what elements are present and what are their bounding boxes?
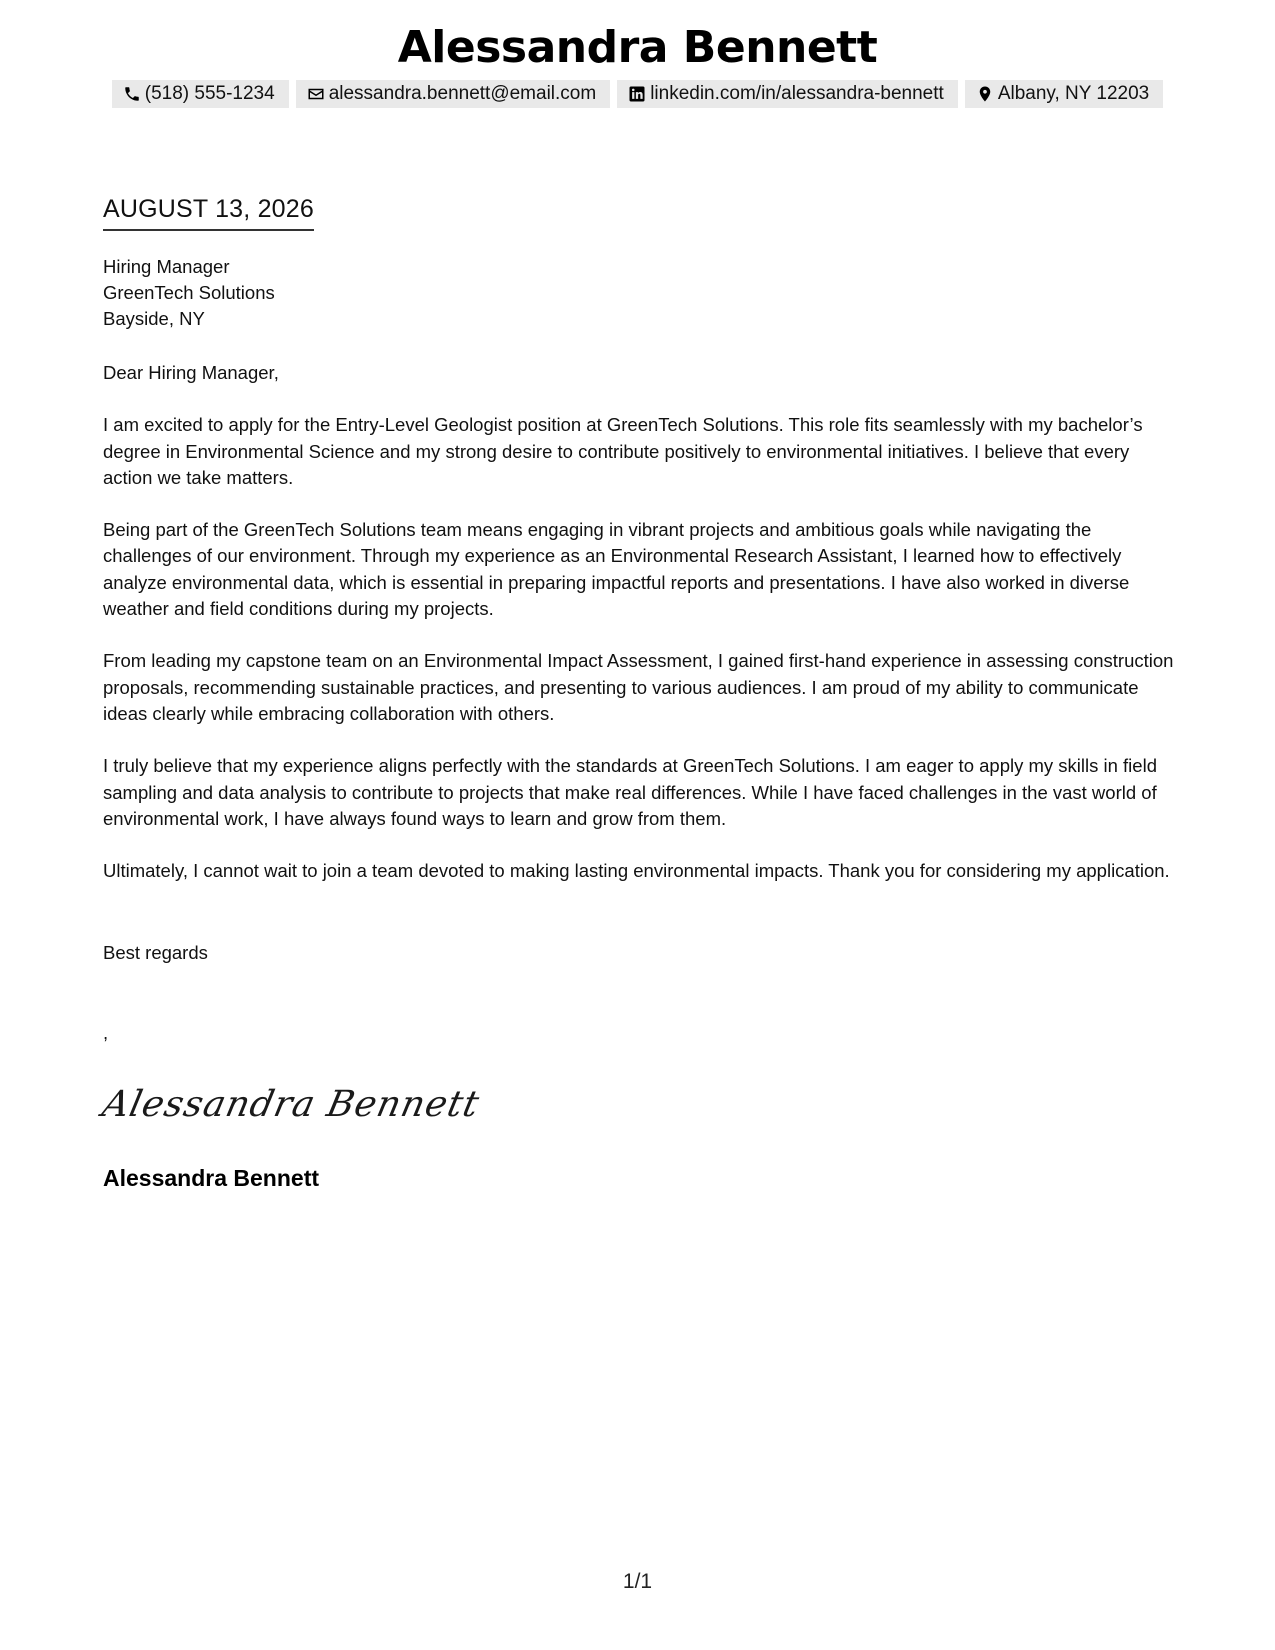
svg-text:Alessandra Bennett: Alessandra Bennett	[98, 1082, 484, 1125]
salutation: Dear Hiring Manager,	[103, 362, 279, 383]
handwritten-signature	[98, 1072, 484, 1130]
signature-image	[98, 1072, 484, 1130]
contact-linkedin-text: linkedin.com/in/alessandra-bennett	[650, 83, 944, 104]
recipient-location: Bayside, NY	[103, 308, 205, 329]
recipient-block	[103, 254, 275, 332]
closing: Best regards	[103, 942, 208, 963]
body-paragraph: Ultimately, I cannot wait to join a team devoted to making lasting environmental impacts. Thank you for considering my application.	[103, 860, 1170, 882]
body-paragraph: From leading my capstone team on an Environmental Impact Assessment, I gained first-hand experience in assessing construction proposals, recommending sustainable practices, and presenting to various audiences. I am proud of my ability to communicate ideas clearly while embracing collaboration with others.	[103, 650, 1174, 724]
body-paragraph: I truly believe that my experience aligns perfectly with the standards at GreenTech Solutions. I am eager to apply my skills in field sampling and data analysis to contribute to projects that make real differences. While I have faced challenges in the vast world of environmental work, I have always found ways to learn and grow from them.	[103, 755, 1157, 829]
applicant-name: Alessandra Bennett	[397, 22, 878, 73]
contact-location	[965, 80, 1163, 108]
closing-comma: ,	[103, 1022, 109, 1043]
recipient-company: GreenTech Solutions	[103, 282, 275, 303]
body-paragraph: I am excited to apply for the Entry-Level Geologist position at GreenTech Solutions. This role fits seamlessly with my bachelor’s degree in Environmental Science and my strong desire to contribute positively to environmental initiatives. I believe that every action we take matters.	[103, 414, 1143, 488]
body-paragraph: Being part of the GreenTech Solutions team means engaging in vibrant projects and ambitious goals while navigating the challenges of our environment. Through my experience as an Environmental Research Assistant, I learned how to effectively analyze environmental data, which is essential in preparing impactful reports and presentations. I have also worked in diverse weather and field conditions during my projects.	[103, 519, 1130, 620]
contact-email-text: alessandra.bennett@email.com	[328, 83, 597, 104]
contact-phone-text: (518) 555-1234	[144, 83, 275, 104]
linkedin-icon	[628, 85, 646, 103]
letter-date: AUGUST 13, 2026	[103, 194, 314, 231]
contact-bar	[0, 80, 1275, 108]
contact-linkedin	[617, 80, 958, 108]
contact-email	[296, 80, 610, 108]
signer-name: Alessandra Bennett	[103, 1165, 320, 1191]
contact-location-text: Albany, NY 12203	[997, 83, 1150, 104]
location-pin-icon	[976, 85, 994, 103]
recipient-title: Hiring Manager	[103, 256, 230, 277]
page-number: 1/1	[622, 1570, 653, 1593]
email-icon	[307, 85, 325, 103]
phone-icon	[123, 85, 141, 103]
letter-body	[103, 360, 1178, 910]
contact-phone	[112, 80, 289, 108]
